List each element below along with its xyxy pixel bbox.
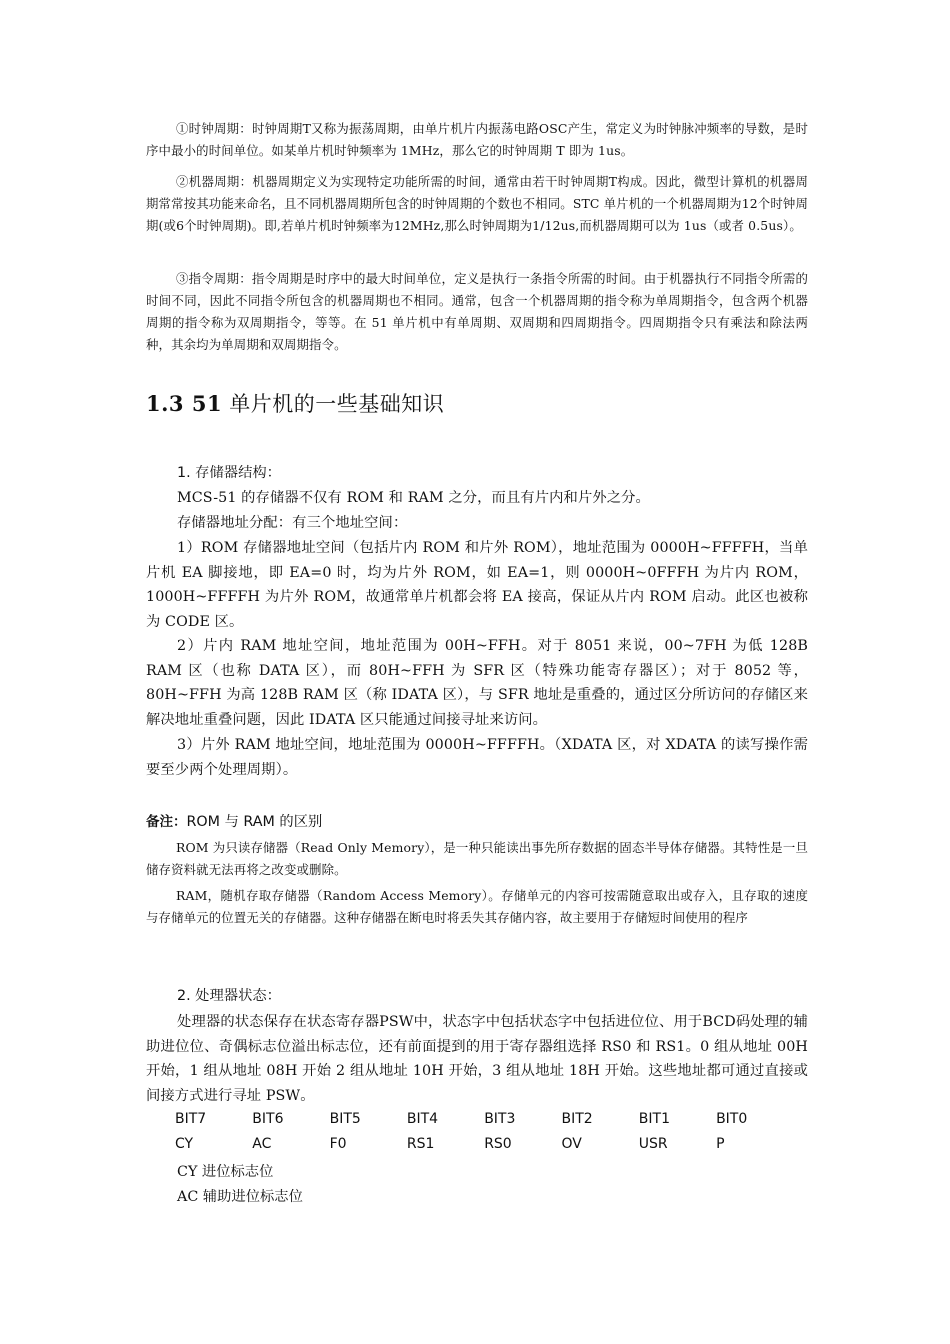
psw-bit: BIT1 bbox=[638, 1111, 670, 1127]
note-title bbox=[146, 810, 322, 831]
machine-period-paragraph: ②机器周期：机器周期定义为实现特定功能所需的时间，通常由若干时钟周期T构成。因此，微型计算机的机器周期常常按其功能来命名，且不同机器周期所包含的时钟周期的个数也不相同。STC 单片机的一个机器周期为12个时钟周期(或6个时钟周期)。即,若单片机时钟频率为12MHz,那么时钟周期为1/12us,而机器周期可以为 1us（或者 0.5us）。 bbox=[146, 174, 808, 233]
processor-state-paragraph: 处理器的状态保存在状态寄存器PSW中，状态字中包括状态字中包括进位位、用于BCD码处理的辅助进位位、奇偶标志位溢出标志位，还有前面提到的用于寄存器组选择 RS0 和 RS1。0 组从地址 00H 开始，1 组从地址 08H 开始 2 组从地址 10H 开始，3 组从地址 18H 开始。这些地址都可通过直接或间接方式进行寻址 PSW。 bbox=[146, 1014, 808, 1104]
psw-bit: BIT5 bbox=[329, 1111, 361, 1127]
psw-bit: BIT4 bbox=[406, 1111, 439, 1127]
psw-flag: F0 bbox=[329, 1136, 347, 1152]
note-rom-paragraph: ROM 为只读存储器（Read Only Memory），是一种只能读出事先所存数据的固态半导体存储器。其特性是一旦储存资料就无法再将之改变或删除。 bbox=[146, 840, 808, 877]
rom-address-paragraph: 1）ROM 存储器地址空间（包括片内 ROM 和片外 ROM），地址范围为 0000H~FFFFH，当单片机 EA 脚接地，即 EA=0 时，均为片外 ROM，如 EA=1，则 0000H~0FFFH 为片内 ROM，1000H~FFFFH 为片外 ROM，故通常单片机都会将 EA 接高，保证从片内 ROM 启动。此区也被称为 CODE 区。 bbox=[146, 540, 808, 630]
psw-bit: BIT7 bbox=[175, 1111, 207, 1127]
psw-flag: P bbox=[716, 1136, 725, 1152]
psw-flag: RS0 bbox=[484, 1136, 512, 1152]
psw-bit: BIT2 bbox=[561, 1111, 593, 1127]
ac-flag-description: AC 辅助进位标志位 bbox=[177, 1189, 303, 1205]
internal-ram-paragraph: 2）片内 RAM 地址空间，地址范围为 00H~FFH。对于 8051 来说，00~7FH 为低 128B RAM 区（也称 DATA 区），而 80H~FFH 为 SFR 区（特殊功能寄存器区）；对于 8052 等，80H~FFH 为高 128B RAM 区（称 IDATA 区），与 SFR 地址是重叠的，通过区分所访问的存储区来解决地址重叠问题，因此 IDATA 区只能通过间接寻址来访问。 bbox=[146, 638, 808, 728]
psw-flag: USR bbox=[638, 1136, 668, 1152]
psw-flag: RS1 bbox=[406, 1136, 435, 1152]
memory-intro: MCS-51 的存储器不仅有 ROM 和 RAM 之分，而且有片内和片外之分。 bbox=[177, 490, 650, 506]
psw-flag: CY bbox=[175, 1136, 194, 1152]
cy-flag-description: CY 进位标志位 bbox=[177, 1164, 274, 1180]
psw-flag: OV bbox=[561, 1136, 582, 1152]
psw-bit: BIT0 bbox=[716, 1111, 748, 1127]
psw-bit: BIT3 bbox=[484, 1111, 516, 1127]
note-label: 备注： bbox=[146, 814, 187, 830]
section-title: 单片机的一些基础知识 bbox=[222, 392, 445, 416]
external-ram-paragraph: 3）片外 RAM 地址空间，地址范围为 0000H~FFFFH。（XDATA 区，对 XDATA 的读写操作需要至少两个处理周期）。 bbox=[146, 737, 808, 778]
clock-period-paragraph: ①时钟周期：时钟周期T又称为振荡周期，由单片机片内振荡电路OSC产生，常定义为时钟脉冲频率的导数，是时序中最小的时间单位。如某单片机时钟频率为 1MHz，那么它的时钟周期 T 即为 1us。 bbox=[146, 121, 808, 158]
memory-structure-title: 1. 存储器结构： bbox=[177, 465, 281, 481]
section-number: 1.3 51 bbox=[146, 391, 223, 416]
psw-bit: BIT6 bbox=[252, 1111, 284, 1127]
instruction-period-paragraph: ③指令周期：指令周期是时序中的最大时间单位，定义是执行一条指令所需的时间。由于机器执行不同指令所需的时间不同，因此不同指令所包含的机器周期也不相同。通常，包含一个机器周期的指令称为单周期指令，包含两个机器周期的指令称为双周期指令，等等。在 51 单片机中有单周期、双周期和四周期指令。四周期指令只有乘法和除法两种，其余均为单周期和双周期指令。 bbox=[146, 271, 808, 352]
psw-bit-row bbox=[175, 1111, 815, 1127]
psw-flag-row bbox=[175, 1136, 815, 1152]
psw-flag: AC bbox=[252, 1136, 272, 1152]
processor-state-title: 2. 处理器状态： bbox=[177, 988, 281, 1004]
note-ram-paragraph: RAM，随机存取存储器（Random Access Memory）。存储单元的内容可按需随意取出或存入，且存取的速度与存储单元的位置无关的存储器。这种存储器在断电时将丢失其存储内容，故主要用于存储短时间使用的程序 bbox=[146, 888, 808, 925]
section-heading bbox=[146, 388, 444, 418]
memory-address-intro: 存储器地址分配：有三个地址空间： bbox=[177, 515, 408, 531]
note-topic: ROM 与 RAM 的区别 bbox=[186, 814, 323, 830]
